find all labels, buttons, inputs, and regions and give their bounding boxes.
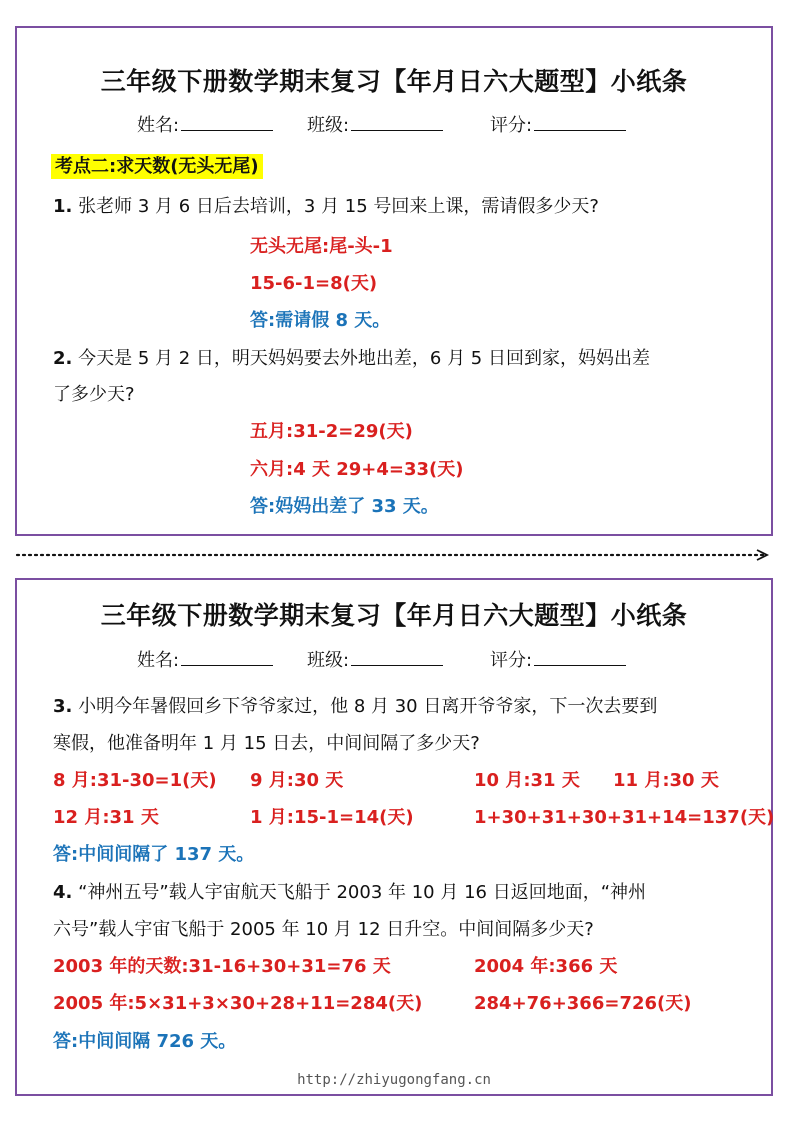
solution-line: 无头无尾:尾-头-1: [250, 236, 393, 257]
class-field: [307, 111, 443, 137]
solution-cell: 284+76+366=726(天): [474, 993, 692, 1014]
question-text: 今天是 5 月 2 日，明天妈妈要去外地出差，6 月 5 日回到家，妈妈出差: [78, 348, 650, 369]
solution-cell: 2005 年:5×31+3×30+28+11=284(天): [53, 993, 423, 1014]
question-text-cont: 六号”载人宇宙飞船于 2005 年 10 月 12 日升空。中间间隔多少天?: [53, 919, 594, 940]
answer-line: 答:中间间隔 726 天。: [53, 1031, 237, 1052]
class-field: [307, 646, 443, 672]
note-card-2: [15, 578, 773, 1096]
question-4: [53, 878, 646, 904]
answer-line: 答:中间间隔了 137 天。: [53, 844, 255, 865]
topic-heading: [51, 152, 263, 178]
score-label: 评分:: [490, 650, 533, 671]
class-label: 班级:: [307, 115, 350, 136]
question-2: [53, 344, 650, 370]
question-number: 4.: [53, 882, 73, 903]
question-3: [53, 692, 657, 718]
class-label: 班级:: [307, 650, 350, 671]
solution-line: 六月:4 天 29+4=33(天): [250, 459, 464, 480]
name-blank: [181, 112, 273, 131]
score-field: [490, 646, 626, 672]
topic-label: 考点二:求天数(无头无尾): [51, 154, 263, 179]
name-field: [137, 111, 273, 137]
question-number: 2.: [53, 348, 73, 369]
question-text-cont: 寒假，他准备明年 1 月 15 日去，中间间隔了多少天?: [53, 733, 480, 754]
question-text-cont: 了多少天?: [53, 384, 135, 405]
question-text: 小明今年暑假回乡下爷爷家过，他 8 月 30 日离开爷爷家，下一次去要到: [78, 696, 658, 717]
solution-cell: 8 月:31-30=1(天): [53, 770, 217, 791]
footer-url: http://zhiyugongfang.cn: [297, 1072, 491, 1088]
question-number: 3.: [53, 696, 73, 717]
class-blank: [351, 112, 443, 131]
question-number: 1.: [53, 196, 73, 217]
solution-line: 五月:31-2=29(天): [250, 421, 413, 442]
answer-line: 答:妈妈出差了 33 天。: [250, 496, 439, 517]
name-blank: [181, 647, 273, 666]
card-title: 三年级下册数学期末复习【年月日六大题型】小纸条: [100, 601, 688, 630]
solution-cell: 10 月:31 天: [474, 770, 580, 791]
name-label: 姓名:: [137, 115, 180, 136]
question-text: “神州五号”载人宇宙航天飞船于 2003 年 10 月 16 日返回地面，“神州: [78, 882, 647, 903]
dotted-arrow-divider: [15, 548, 773, 562]
solution-cell: 12 月:31 天: [53, 807, 159, 828]
class-blank: [351, 647, 443, 666]
score-field: [490, 111, 626, 137]
solution-cell: 1+30+31+30+31+14=137(天): [474, 807, 775, 828]
solution-cell: 2004 年:366 天: [474, 956, 618, 977]
solution-line: 15-6-1=8(天): [250, 273, 378, 294]
solution-cell: 1 月:15-1=14(天): [250, 807, 414, 828]
solution-cell: 11 月:30 天: [613, 770, 719, 791]
card-title: 三年级下册数学期末复习【年月日六大题型】小纸条: [100, 67, 688, 96]
note-card-1: [15, 26, 773, 536]
solution-cell: 9 月:30 天: [250, 770, 344, 791]
question-text: 张老师 3 月 6 日后去培训，3 月 15 号回来上课，需请假多少天?: [78, 196, 599, 217]
question-1: [53, 192, 599, 218]
score-blank: [534, 112, 626, 131]
name-field: [137, 646, 273, 672]
solution-cell: 2003 年的天数:31-16+30+31=76 天: [53, 956, 391, 977]
score-label: 评分:: [490, 115, 533, 136]
score-blank: [534, 647, 626, 666]
name-label: 姓名:: [137, 650, 180, 671]
answer-line: 答:需请假 8 天。: [250, 310, 391, 331]
